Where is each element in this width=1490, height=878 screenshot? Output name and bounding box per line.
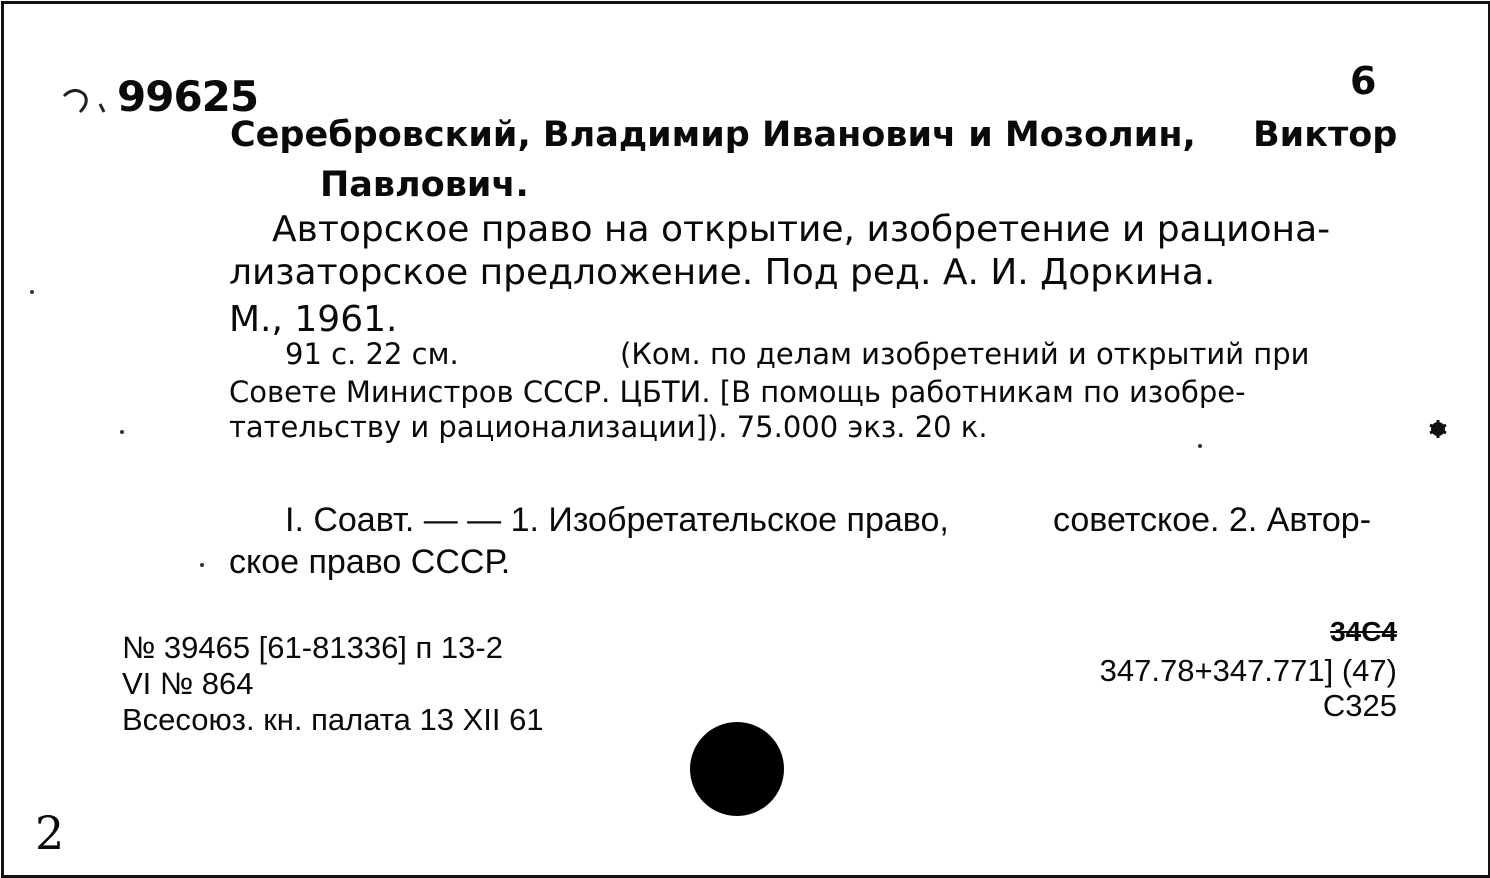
collation-line-1b: (Ком. по делам изобретений и открытий при bbox=[620, 337, 1310, 371]
card-number: 99625 bbox=[117, 72, 259, 121]
notes-line-1a: I. Соавт. — — 1. Изобретательское право, bbox=[285, 501, 949, 539]
sheet-number: 6 bbox=[1350, 59, 1377, 103]
classification-line-1: 34С4 bbox=[1330, 616, 1397, 647]
classification-line-3: С325 bbox=[1322, 688, 1397, 723]
notes-line-2: ское право СССР. bbox=[229, 543, 511, 581]
title-line-2: лизаторское предложение. Под ред. А. И. Доркина. bbox=[229, 252, 1216, 293]
handwritten-mark: 2 bbox=[35, 806, 65, 860]
hook-mark-icon bbox=[60, 82, 110, 122]
collation-line-3: тательству и рационализации]). 75.000 экз. 20 к. bbox=[229, 410, 988, 444]
footer-line-3: Всесоюз. кн. палата 13 XII 61 bbox=[122, 702, 544, 737]
collation-line-1a: 91 с. 22 см. bbox=[285, 337, 459, 371]
title-line-3: М., 1961. bbox=[229, 299, 398, 340]
classification-line-2: 347.78+347.771] (47) bbox=[1099, 653, 1397, 688]
asterisk-mark-icon bbox=[1428, 419, 1448, 439]
title-line-1: Авторское право на открытие, изобретение и рациона- bbox=[272, 209, 1331, 250]
speck bbox=[30, 290, 34, 294]
author-line-2: Павлович. bbox=[320, 165, 529, 205]
footer-line-2: VI № 864 bbox=[122, 666, 254, 701]
speck bbox=[1198, 444, 1202, 448]
author-line-1: Серебровский, Владимир Иванович и Мозолин, bbox=[230, 115, 1196, 155]
author-line-1-end: Виктор bbox=[1253, 115, 1398, 155]
speck bbox=[200, 563, 204, 567]
footer-line-1: № 39465 [61-81336] п 13-2 bbox=[122, 630, 503, 665]
notes-line-1b: советское. 2. Автор- bbox=[1053, 501, 1372, 539]
punch-hole bbox=[690, 722, 784, 816]
speck bbox=[120, 430, 124, 434]
collation-line-2: Совете Министров СССР. ЦБТИ. [В помощь работникам по изобре- bbox=[229, 375, 1246, 409]
